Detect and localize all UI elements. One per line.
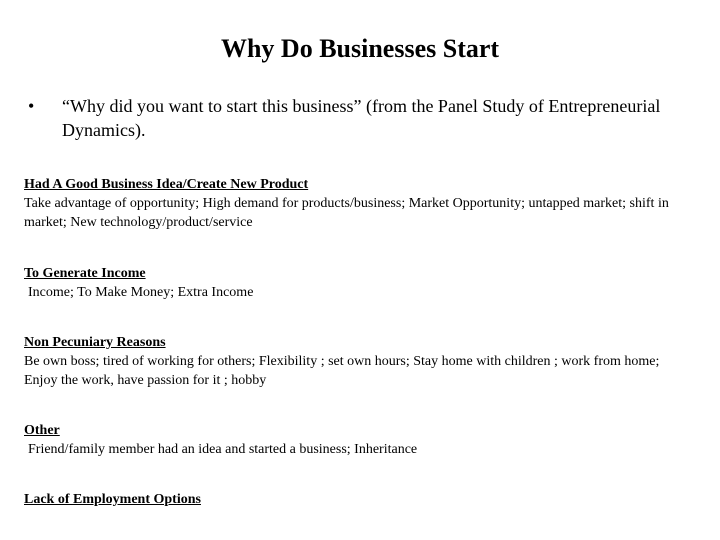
section-good-business-idea xyxy=(24,175,688,232)
section-body: Income; To Make Money; Extra Income xyxy=(28,285,254,300)
section-body: Friend/family member had an idea and started a business; Inheritance xyxy=(28,442,418,457)
section-heading: Other xyxy=(24,423,60,438)
section-lack-of-employment xyxy=(24,490,688,509)
section-other xyxy=(24,421,688,459)
section-non-pecuniary xyxy=(24,333,688,390)
section-body: Be own boss; tired of working for others; Flexibility ; set own hours; Stay home with children ; work from home; Enjoy the work, have passion for it ; hobby xyxy=(24,354,660,388)
bullet-text: “Why did you want to start this business” (from the Panel Study of Entrepreneurial Dynamics). xyxy=(62,96,661,140)
bullet-symbol: • xyxy=(28,96,35,116)
section-heading: Non Pecuniary Reasons xyxy=(24,335,166,350)
section-body: Take advantage of opportunity; High demand for products/business; Market Opportunity; untapped market; shift in market; New technology/product/service xyxy=(24,196,669,230)
page-title: Why Do Businesses Start xyxy=(220,34,500,63)
section-heading: Lack of Employment Options xyxy=(24,492,201,507)
section-heading: Had A Good Business Idea/Create New Product xyxy=(24,177,309,192)
section-generate-income xyxy=(24,264,688,302)
section-heading: To Generate Income xyxy=(24,266,146,281)
